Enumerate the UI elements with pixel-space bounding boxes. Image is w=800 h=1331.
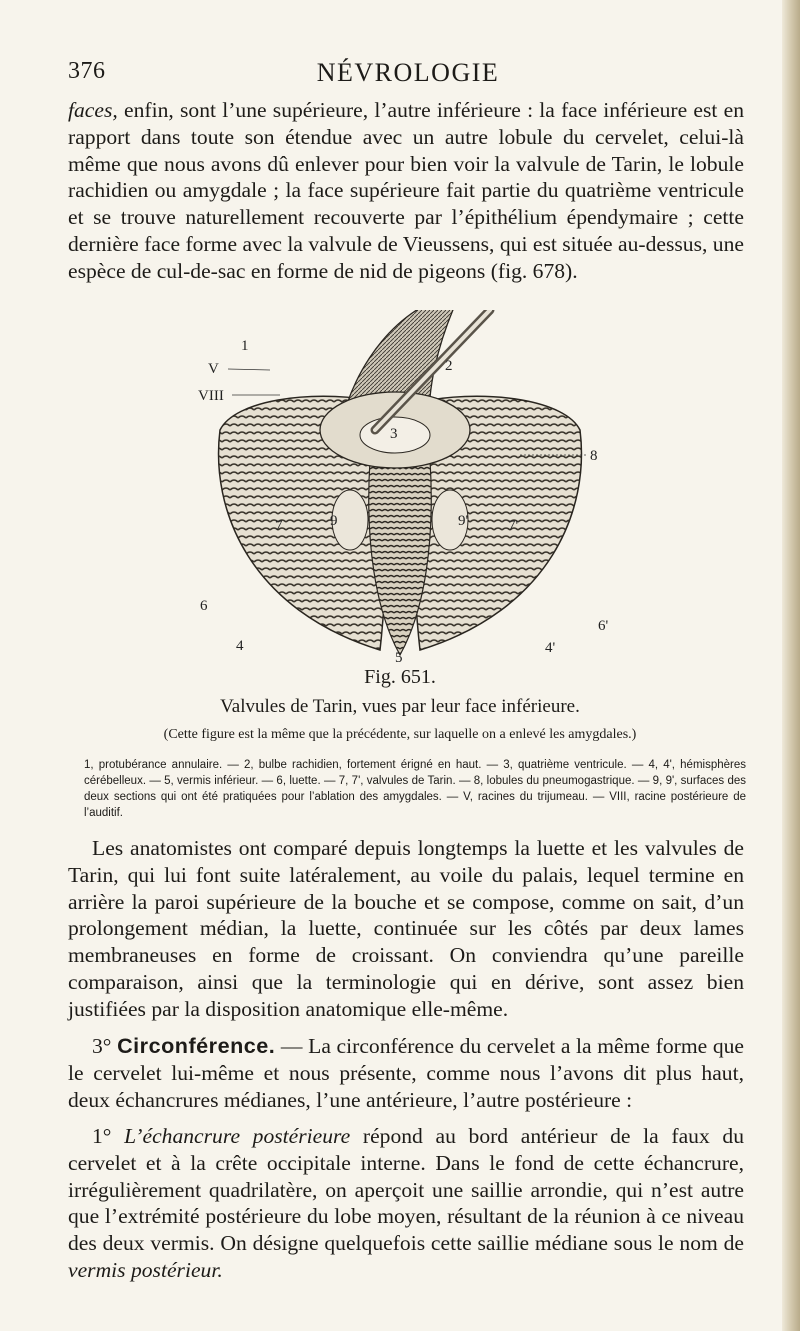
figure-number: Fig. 651.: [364, 666, 436, 688]
label-4: 4: [236, 638, 244, 654]
label-2: 2: [445, 358, 453, 374]
page-number: 376: [68, 58, 106, 84]
paragraph-2: Les anatomistes ont comparé depuis longtemps la luette et les valvules de Tarin, qui lui font suite latéralement, au voile du palais, lequel termine en arrière la paroi supérieure de la bouche et se compose, comme on sait, d’un prolongement médian, la luette, continuée sur les côtés par deux lames membraneuses en forme de croissant. On conviendra qu’une pareille comparaison, ainsi que la terminologie qui en dérive, sont assez bien justifiées par la disposition anatomique elle-même.: [68, 836, 744, 1021]
label-1: 1: [241, 338, 249, 354]
paragraph-4-italic-lead: L’échancrure postérieure: [124, 1124, 351, 1148]
label-9: 9: [330, 513, 338, 529]
figure-title: Valvules de Tarin, vues par leur face inférieure.: [220, 696, 580, 717]
label-VIII: VIII: [198, 388, 224, 404]
paragraph-1-lead: faces,: [68, 98, 118, 122]
label-4-prime: 4': [545, 640, 556, 656]
running-head: NÉVROLOGIE: [316, 58, 500, 87]
paragraph-3: [68, 1033, 744, 1113]
cerebellum-illustration: [190, 310, 610, 670]
paragraph-4-italic-tail: vermis postérieur.: [68, 1257, 223, 1282]
page-header: [68, 58, 748, 98]
label-6: 6: [200, 598, 208, 614]
figure-legend: 1, protubérance annulaire. — 2, bulbe rachidien, fortement érigné en haut. — 3, quatrième ventricule. — 4, 4', hémisphères cérébelleux. — 5, vermis inférieur. — 6, luette. — 7, 7', valvules de Tarin. — 8, lobules du pneumogastrique. — 9, 9', surfaces des deux sections qui ont été pratiquées pour l’ablation des amygdales. — V, racines du trijumeau. — VIII, racine postérieure de l’auditif.: [84, 759, 746, 819]
label-7-prime: 7': [508, 518, 519, 534]
label-V: V: [208, 361, 219, 377]
paragraph-3-text: — La circonférence du cervelet a la même forme que le cervelet lui-même et nous présente, comme nous l’avons dit plus haut, deux échancrures médianes, l’une antérieure, l’autre postérieure :: [68, 1034, 745, 1112]
paragraph-1-text: enfin, sont l’une supérieure, l’autre inférieure : la face inférieure est en rapport dans toute son étendue avec un autre lobule du cervelet, celui-là même que nous avons dû enlever pour bien voir la valvule de Tarin, le lobule rachidien ou amygdale ; la face supérieure fait partie du quatrième ventricule et se trouve naturellement recouverte par l’épithélium épendymaire ; cette dernière face forme avec la valvule de Vieussens, qui est située au-dessus, une espèce de cul-de-sac en forme de nid de pigeons (fig. 678).: [68, 98, 744, 283]
paragraph-4-number: 1°: [92, 1124, 125, 1148]
label-8: 8: [590, 448, 598, 464]
label-3: 3: [390, 426, 398, 442]
label-9-prime: 9': [458, 513, 469, 529]
label-7: 7: [275, 518, 283, 534]
label-6-prime: 6': [598, 618, 609, 634]
paragraph-4-text: répond au bord antérieur de la faux du cervelet et à la crête occipitale interne. Dans le fond de cette échancrure, irrégulièrement quadrilatère, on aperçoit une saillie arrondie, qui n’est autre que l’extrémité postérieure du lobe moyen, résultant de la réunion à ce niveau des deux vermis. On désigne quelquefois cette saillie médiane sous le nom de: [68, 1124, 744, 1256]
figure-illustration: [190, 310, 610, 670]
section-number: 3°: [92, 1034, 112, 1058]
paragraph-1: [68, 97, 744, 285]
paragraph-4: [68, 1123, 744, 1284]
label-5: 5: [395, 650, 403, 666]
section-heading: Circonférence.: [117, 1033, 276, 1058]
figure-note: (Cette figure est la même que la précédente, sur laquelle on a enlevé les amygdales.): [163, 727, 637, 742]
